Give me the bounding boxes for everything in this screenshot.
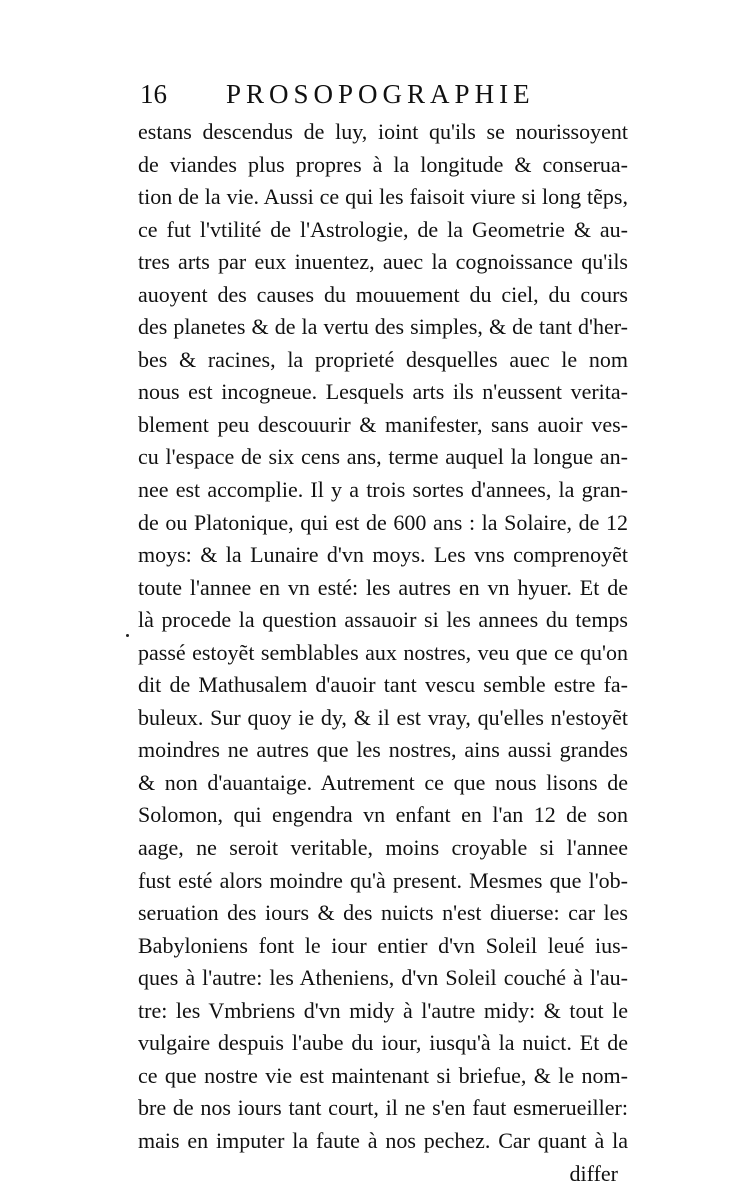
text-line: ce fut l'vtilité de l'Astrologie, de la Geometrie & au- [138, 214, 628, 247]
text-line: mais en imputer la faute à nos pechez. Car quant à la [138, 1125, 628, 1158]
text-line: des planetes & de la vertu des simples, & de tant d'her- [138, 311, 628, 344]
text-line: moindres ne autres que les nostres, ains aussi grandes [138, 734, 628, 767]
text-line: toute l'annee en vn esté: les autres en vn hyuer. Et de [138, 572, 628, 605]
text-line: Babyloniens font le iour entier d'vn Soleil leué ius- [138, 930, 628, 963]
text-line: ce que nostre vie est maintenant si briefue, & le nom- [138, 1060, 628, 1093]
text-line: Solomon, qui engendra vn enfant en l'an 12 de son [138, 799, 628, 832]
text-line: cu l'espace de six cens ans, terme auquel la longue an- [138, 441, 628, 474]
text-line: seruation des iours & des nuicts n'est diuerse: car les [138, 897, 628, 930]
text-line: fust esté alors moindre qu'à present. Mesmes que l'ob- [138, 865, 628, 898]
text-line: là procede la question assauoir si les annees du temps [138, 604, 628, 637]
text-line: & non d'auantaige. Autrement ce que nous lisons de [138, 767, 628, 800]
catchword: differ [138, 1158, 628, 1190]
text-line: buleux. Sur quoy ie dy, & il est vray, qu'elles n'estoyẽt [138, 702, 628, 735]
running-head: PROSOPOGRAPHIE [226, 74, 535, 114]
text-line: passé estoyẽt semblables aux nostres, veu que ce qu'on [138, 637, 628, 670]
text-line: de ou Platonique, qui est de 600 ans : la Solaire, de 12 [138, 507, 628, 540]
body-text [138, 116, 628, 1190]
text-line: bes & racines, la proprieté desquelles auec le nom [138, 344, 628, 377]
text-line: nee est accomplie. Il y a trois sortes d'annees, la gran- [138, 474, 628, 507]
ink-speck [126, 634, 129, 637]
page-header [140, 74, 620, 114]
text-line: dit de Mathusalem d'auoir tant vescu semble estre fa- [138, 669, 628, 702]
text-line: tion de la vie. Aussi ce qui les faisoit viure si long tẽps, [138, 181, 628, 214]
text-line: blement peu descouurir & manifester, sans auoir ves- [138, 409, 628, 442]
text-line: auoyent des causes du mouuement du ciel, du cours [138, 279, 628, 312]
text-line: tre: les Vmbriens d'vn midy à l'autre midy: & tout le [138, 995, 628, 1028]
text-line: ques à l'autre: les Atheniens, d'vn Soleil couché à l'au- [138, 962, 628, 995]
text-line: vulgaire despuis l'aube du iour, iusqu'à la nuict. Et de [138, 1027, 628, 1060]
text-line: estans descendus de luy, ioint qu'ils se nourissoyent [138, 116, 628, 149]
text-line: aage, ne seroit veritable, moins croyable si l'annee [138, 832, 628, 865]
text-line: de viandes plus propres à la longitude & conserua- [138, 149, 628, 182]
text-line: bre de nos iours tant court, il ne s'en faut esmerueiller: [138, 1092, 628, 1125]
text-line: nous est incogneue. Lesquels arts ils n'eussent verita- [138, 376, 628, 409]
page-number: 16 [140, 74, 167, 114]
text-line: tres arts par eux inuentez, auec la cognoissance qu'ils [138, 246, 628, 279]
text-line: moys: & la Lunaire d'vn moys. Les vns comprenoyẽt [138, 539, 628, 572]
